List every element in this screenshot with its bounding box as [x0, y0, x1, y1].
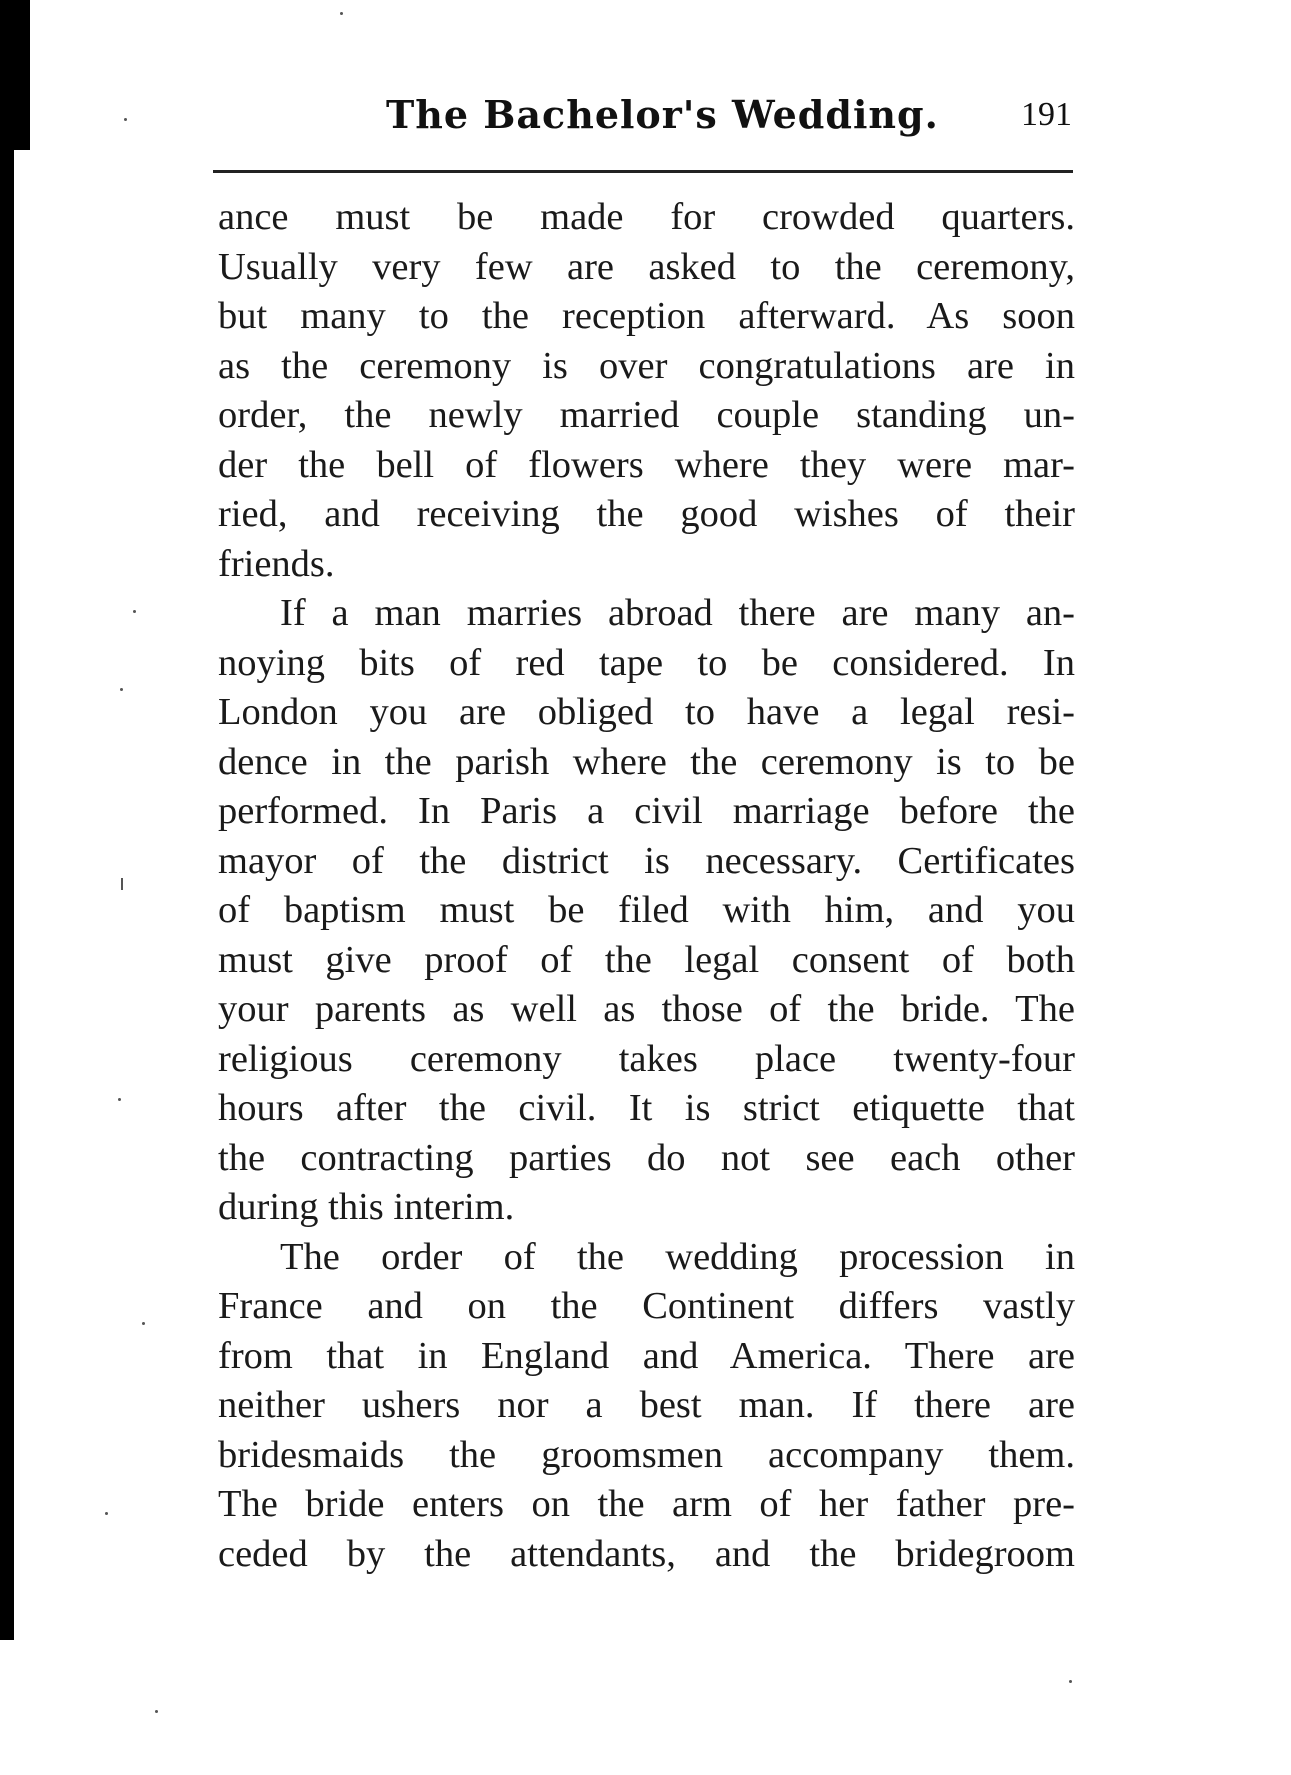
text-line: France and on the Continent differs vastly	[218, 1285, 1075, 1327]
binding-shadow-band	[0, 150, 14, 1640]
text-line: ance must be made for crowded quarters.	[218, 196, 1075, 238]
text-line: London you are obliged to have a legal resi-	[218, 691, 1075, 733]
page-number: 191	[1021, 96, 1072, 133]
binding-shadow	[0, 0, 34, 1775]
text-line: ceded by the attendants, and the bridegroom	[218, 1532, 1075, 1575]
body-text	[218, 193, 1075, 1579]
text-line: your parents as well as those of the bride. The	[218, 988, 1075, 1030]
text-line: of baptism must be filed with him, and you	[218, 889, 1075, 931]
running-title: The Bachelor's Wedding.	[386, 92, 939, 137]
text-line: as the ceremony is over congratulations are in	[218, 344, 1075, 387]
text-line: hours after the civil. It is strict etiquette that	[218, 1087, 1075, 1129]
text-line: must give proof of the legal consent of both	[218, 938, 1075, 981]
text-line: dence in the parish where the ceremony is to be	[218, 740, 1075, 783]
binding-shadow-top	[0, 0, 30, 150]
text-line: ried, and receiving the good wishes of their	[218, 493, 1075, 535]
text-line: The order of the wedding procession in	[280, 1235, 1075, 1278]
text-line: but many to the reception afterward. As soon	[218, 295, 1075, 337]
text-line: neither ushers nor a best man. If there are	[218, 1384, 1075, 1426]
text-line: der the bell of flowers where they were mar-	[218, 443, 1075, 486]
text-line: from that in England and America. There are	[218, 1334, 1075, 1377]
text-line: noying bits of red tape to be considered. In	[218, 641, 1075, 684]
text-line: mayor of the district is necessary. Certificates	[218, 839, 1075, 882]
text-line: friends.	[218, 542, 335, 585]
text-line: Usually very few are asked to the ceremony,	[218, 245, 1075, 288]
text-line: If a man marries abroad there are many an-	[280, 592, 1075, 634]
header-rule	[213, 170, 1073, 173]
text-line: performed. In Paris a civil marriage before the	[218, 790, 1075, 832]
text-line: The bride enters on the arm of her father pre-	[218, 1483, 1075, 1525]
text-line: order, the newly married couple standing un-	[218, 394, 1075, 436]
text-line: during this interim.	[218, 1186, 515, 1228]
text-line: the contracting parties do not see each other	[218, 1136, 1075, 1179]
running-head	[218, 92, 1072, 152]
text-line: religious ceremony takes place twenty-four	[218, 1037, 1075, 1080]
text-line: bridesmaids the groomsmen accompany them.	[218, 1433, 1075, 1476]
